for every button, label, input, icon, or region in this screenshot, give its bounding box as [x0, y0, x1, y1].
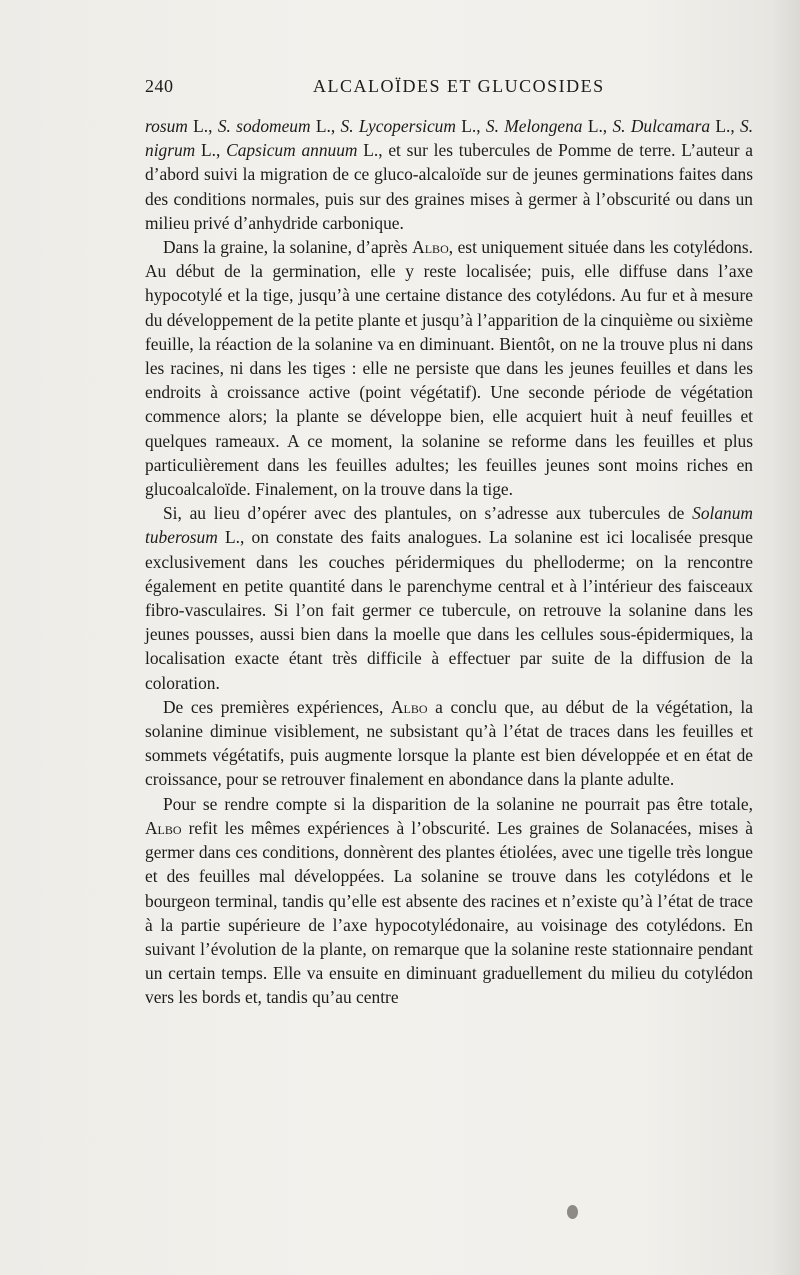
page-header — [145, 76, 755, 100]
paragraph-p5 — [145, 792, 753, 1010]
text-run: , est uniquement située dans les cotylédons. Au début de la germination, elle y reste localisée; puis, elle diffuse dans l’axe hypocotylé et la tige, jusqu’à une certaine distance des cotylédons. Au fur et à mesure du développement de la petite plante et jusqu’à l’apparition de la cinquième ou sixième feuille, la réaction de la solanine va en diminuant. Bientôt, on ne la trouve plus ni dans les racines, ni dans les tiges : elle ne persiste que dans les jeunes feuilles et dans les endroits à croissance active (point végétatif). Une seconde période de végétation commence alors; la plante se développe bien, elle acquiert huit à neuf feuilles et quelques rameaux. A ce moment, la solanine se reforme dans les feuilles et plus particulièrement dans les feuilles adultes; les feuilles jeunes sont moins riches en glucoalcaloïde. Finalement, on la trouve dans la tige. — [145, 237, 753, 500]
text-run: Dans la graine, la solanine, d’après — [163, 237, 413, 258]
text-run: L., — [310, 116, 341, 136]
text-run: L., et sur les tubercules de Pomme de terre. L’auteur a d’abord suivi la migration de ce gluco-alcaloïde sur de jeunes germinations faites dans des conditions normales, puis sur des graines mises à germer à l’obscurité ou dans un milieu privé d’anhydride carbonique. — [145, 140, 753, 233]
italic-text: Capsicum annuum — [226, 140, 358, 161]
paragraph-p3 — [145, 501, 753, 695]
text-run: De ces premières expériences, — [163, 696, 391, 717]
text-run: L., — [455, 116, 486, 136]
italic-text: S. Lycopersicum — [340, 116, 456, 136]
italic-text: S. Melongena — [485, 116, 583, 136]
italic-text: S. sodomeum — [217, 116, 311, 136]
paragraph-p2 — [145, 235, 753, 501]
author-name: Albo — [390, 696, 428, 717]
text-run: L., — [582, 116, 613, 136]
text-run: L., on constate des faits analogues. La solanine est ici localisée presque exclusivement dans les couches péridermiques du phelloderme; on la rencontre également en petite quantité dans le parenchyme central et à l’intérieur des faisceaux fibro-vasculaires. Si l’on fait germer ce tubercule, on retrouve la solanine dans les jeunes pousses, aussi bien dans la moelle que dans les cellules sous-épidermiques, la localisation exacte étant très difficile à effectuer par suite de la diffusion de la coloration. — [145, 527, 753, 693]
page-number: 240 — [145, 76, 174, 96]
text-run: L., — [710, 116, 741, 136]
italic-text: S. nigrum — [145, 116, 754, 161]
text-run: Pour se rendre compte si la disparition de la solanine ne pourrait pas être totale, — [163, 793, 753, 814]
page-edge-shadow — [770, 0, 800, 1275]
italic-text: S. Dulcamara — [612, 116, 711, 136]
text-run: refit les mêmes expériences à l’obscurité. Les graines de Solanacées, mises à germer dans ces conditions, donnèrent des plantes étiolées, avec une tigelle très longue et des feuilles mal développées. La solanine se trouve dans les cotylédons et le bourgeon terminal, tandis qu’elle est absente des racines et n’existe qu’à l’état de trace à la partie supérieure de l’axe hypocotylédonaire, au voisinage des cotylédons. En suivant l’évolution de la plante, on remarque que la solanine reste stationnaire pendant un certain temps. Elle va ensuite en diminuant graduellement du milieu du cotylédon vers les bords et, tandis qu’au centre — [145, 817, 753, 1008]
ink-speck — [567, 1205, 578, 1219]
italic-text: Solanum tuberosum — [145, 503, 753, 548]
text-run: L., — [195, 140, 227, 161]
italic-text: rosum — [145, 116, 188, 136]
author-name: Albo — [145, 817, 182, 838]
running-title: ALCALOÏDES ET GLUCOSIDES — [313, 76, 605, 96]
text-run: Si, au lieu d’opérer avec des plantules, on s’adresse aux tubercules de — [163, 503, 693, 524]
paragraph-p1 — [145, 114, 753, 235]
body-text — [145, 114, 753, 1010]
text-run: a conclu que, au début de la végétation, la solanine diminue visiblement, ne subsistant qu’à l’état de traces dans les feuilles et sommets végétatifs, puis augmente lorsque la plante est bien développée et en état de croissance, pour se retrouver finalement en abondance dans la plante adulte. — [145, 696, 753, 790]
text-run: L., — [187, 116, 218, 136]
paragraph-p4 — [145, 695, 753, 792]
author-name: Albo — [412, 237, 449, 258]
